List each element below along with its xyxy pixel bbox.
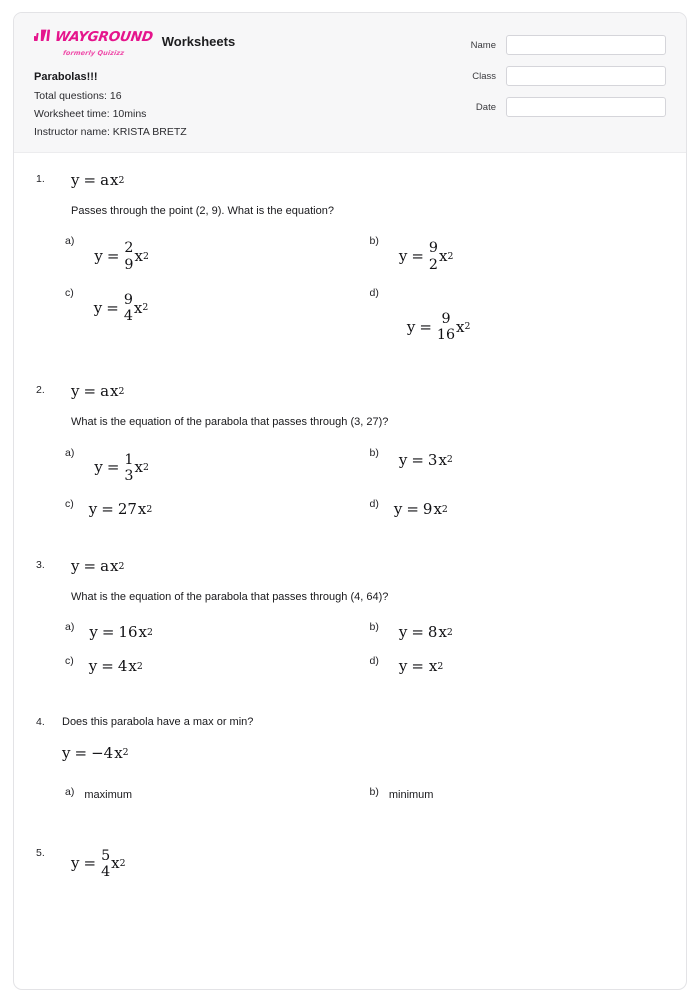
question-5: [36, 845, 664, 880]
question-2-option-d[interactable]: [370, 497, 665, 521]
fraction-denominator: 3: [124, 467, 134, 484]
option-equation: y = 9 4 x 2: [93, 291, 149, 325]
option-letter: a): [65, 446, 75, 459]
option-text: maximum: [84, 788, 133, 801]
option-equation: y = 3 x 2: [398, 450, 453, 469]
question-1-head: [36, 171, 664, 218]
stem-equals: =: [83, 171, 97, 189]
option-letter: c): [65, 498, 74, 511]
brand-block: [34, 29, 153, 57]
option-equation: y = x 2: [398, 657, 444, 676]
question-4-stem-equation: y = −4 x 2: [62, 743, 129, 762]
question-1-option-d[interactable]: [370, 286, 665, 343]
stem-lhs: y: [71, 171, 80, 189]
option-body: [385, 620, 664, 642]
option-body: [80, 497, 360, 519]
option-equation: y = 9 x 2: [393, 500, 448, 519]
date-field-label: Date: [475, 101, 496, 113]
option-letter: c): [65, 655, 74, 668]
fraction-numerator: 1: [124, 451, 134, 468]
question-3-option-a[interactable]: [65, 620, 360, 644]
fraction: [429, 241, 438, 272]
brand-tagline: formerly Quizizz: [62, 49, 125, 57]
option-body: [385, 286, 664, 343]
option-equation: y = 8 x 2: [398, 623, 453, 642]
option-text: minimum: [388, 788, 434, 801]
logo-lockup: [34, 29, 153, 47]
question-3-number: 3.: [36, 559, 45, 572]
question-3-prompt: What is the equation of the parabola that passes through (4, 64)?: [71, 591, 389, 604]
fraction-denominator: 4: [101, 863, 111, 880]
question-3-option-c[interactable]: [65, 654, 360, 678]
question-3-content: [62, 557, 664, 604]
question-1-content: [62, 171, 664, 218]
option-letter: a): [65, 785, 75, 798]
question-1: [36, 171, 664, 356]
question-1-option-b[interactable]: [370, 234, 665, 272]
question-5-stem-equation: y = 5 4 x 2: [71, 847, 126, 880]
option-equation: y = 16 x 2: [89, 623, 153, 642]
question-1-stem-equation: y = a x 2: [71, 171, 125, 189]
fraction: [437, 312, 455, 343]
option-letter: a): [65, 235, 75, 248]
instructor-name: Instructor name: KRISTA BRETZ: [34, 126, 187, 139]
option-letter: c): [65, 286, 74, 299]
questions-list: [14, 153, 686, 879]
name-field-label: Name: [470, 39, 496, 51]
question-3-option-d[interactable]: [370, 654, 665, 678]
stem-coefficient: a: [100, 171, 110, 189]
brand-name: WAYGROUND: [53, 29, 154, 46]
question-5-number: 5.: [36, 846, 45, 859]
option-body: [80, 286, 360, 324]
question-3-options: [65, 620, 664, 688]
option-equation: y = 1 3 x 2: [94, 451, 149, 484]
question-2: [36, 382, 664, 531]
option-letter: d): [369, 655, 379, 668]
option-equation: y = 9 16 x 2: [406, 310, 471, 344]
worksheet-time: Worksheet time: 10mins: [34, 108, 147, 121]
fraction-numerator: 9: [123, 291, 133, 308]
header-left: [34, 27, 235, 144]
fraction-numerator: 9: [441, 310, 451, 327]
fraction: [124, 241, 133, 272]
worksheet-title: Parabolas!!!: [34, 71, 98, 83]
fraction-denominator: 16: [436, 327, 456, 344]
question-2-option-a[interactable]: [65, 446, 360, 484]
class-input[interactable]: [506, 66, 666, 86]
option-body: [80, 620, 359, 642]
question-4-content: [62, 714, 664, 762]
fraction: [124, 293, 133, 324]
brand-row: [34, 29, 235, 57]
option-equation: y = 4 x 2: [88, 657, 143, 676]
question-1-option-c[interactable]: [65, 286, 360, 343]
option-body: [80, 654, 360, 676]
question-1-options: [65, 234, 664, 356]
fraction-numerator: 2: [124, 240, 134, 257]
question-3-option-b[interactable]: [370, 620, 665, 644]
option-letter: b): [369, 235, 379, 248]
worksheets-label: Worksheets: [161, 34, 236, 49]
option-body: [385, 446, 664, 470]
option-letter: d): [369, 286, 379, 299]
fraction-numerator: 5: [101, 847, 111, 864]
question-4: [36, 714, 664, 818]
option-body: [385, 234, 664, 272]
question-1-prompt: Passes through the point (2, 9). What is the equation?: [71, 205, 334, 217]
option-body: [385, 654, 664, 676]
question-5-head: [36, 845, 664, 880]
question-2-head: [36, 382, 664, 429]
option-body: [385, 785, 664, 803]
stem-variable: x: [110, 171, 119, 189]
fraction-numerator: 9: [428, 240, 438, 257]
student-info-fields: [471, 27, 666, 117]
name-input[interactable]: [506, 35, 666, 55]
wayground-logo-icon: [34, 29, 51, 47]
question-3-head: [36, 557, 664, 604]
option-body: [385, 497, 664, 519]
field-row-name: [471, 35, 666, 55]
fraction-denominator: 9: [124, 256, 134, 273]
question-4-option-b[interactable]: [370, 785, 665, 809]
question-4-head: [36, 714, 664, 762]
question-4-options: [65, 785, 664, 819]
question-2-stem-equation: y = a x 2: [71, 382, 125, 401]
option-body: [80, 446, 359, 484]
option-equation: y = 27 x 2: [88, 500, 153, 519]
option-letter: d): [369, 498, 379, 511]
total-questions: Total questions: 16: [34, 90, 122, 102]
question-3: [36, 557, 664, 688]
question-2-number: 2.: [36, 384, 45, 397]
question-2-prompt: What is the equation of the parabola that passes through (3, 27)?: [71, 416, 389, 429]
worksheet-header: [14, 13, 686, 153]
option-equation: y = 9 2 x 2: [398, 240, 454, 273]
question-2-content: [62, 382, 664, 429]
question-4-prompt: Does this parabola have a max or min?: [62, 716, 254, 729]
question-4-number: 4.: [36, 716, 45, 729]
question-4-option-a[interactable]: [65, 785, 360, 809]
question-5-content: [62, 845, 664, 880]
option-letter: b): [369, 621, 379, 634]
question-3-stem-equation: y = a x 2: [71, 557, 125, 576]
option-body: [80, 785, 359, 803]
option-body: [80, 234, 359, 272]
option-equation: y = 2 9 x 2: [94, 240, 149, 273]
class-field-label: Class: [472, 70, 496, 82]
option-letter: a): [65, 621, 75, 634]
field-row-class: [471, 66, 666, 86]
field-row-date: [471, 97, 666, 117]
date-input[interactable]: [506, 97, 666, 117]
question-1-number: 1.: [36, 173, 45, 185]
fraction: [124, 453, 133, 484]
fraction: [101, 849, 110, 880]
worksheet-card: [13, 12, 687, 990]
option-letter: b): [369, 446, 379, 459]
option-letter: b): [369, 785, 379, 798]
fraction-denominator: 2: [428, 256, 438, 273]
question-2-options: [65, 446, 664, 532]
fraction-denominator: 4: [123, 308, 133, 325]
question-2-option-c[interactable]: [65, 497, 360, 521]
question-2-option-b[interactable]: [370, 446, 665, 484]
question-1-option-a[interactable]: [65, 234, 360, 272]
